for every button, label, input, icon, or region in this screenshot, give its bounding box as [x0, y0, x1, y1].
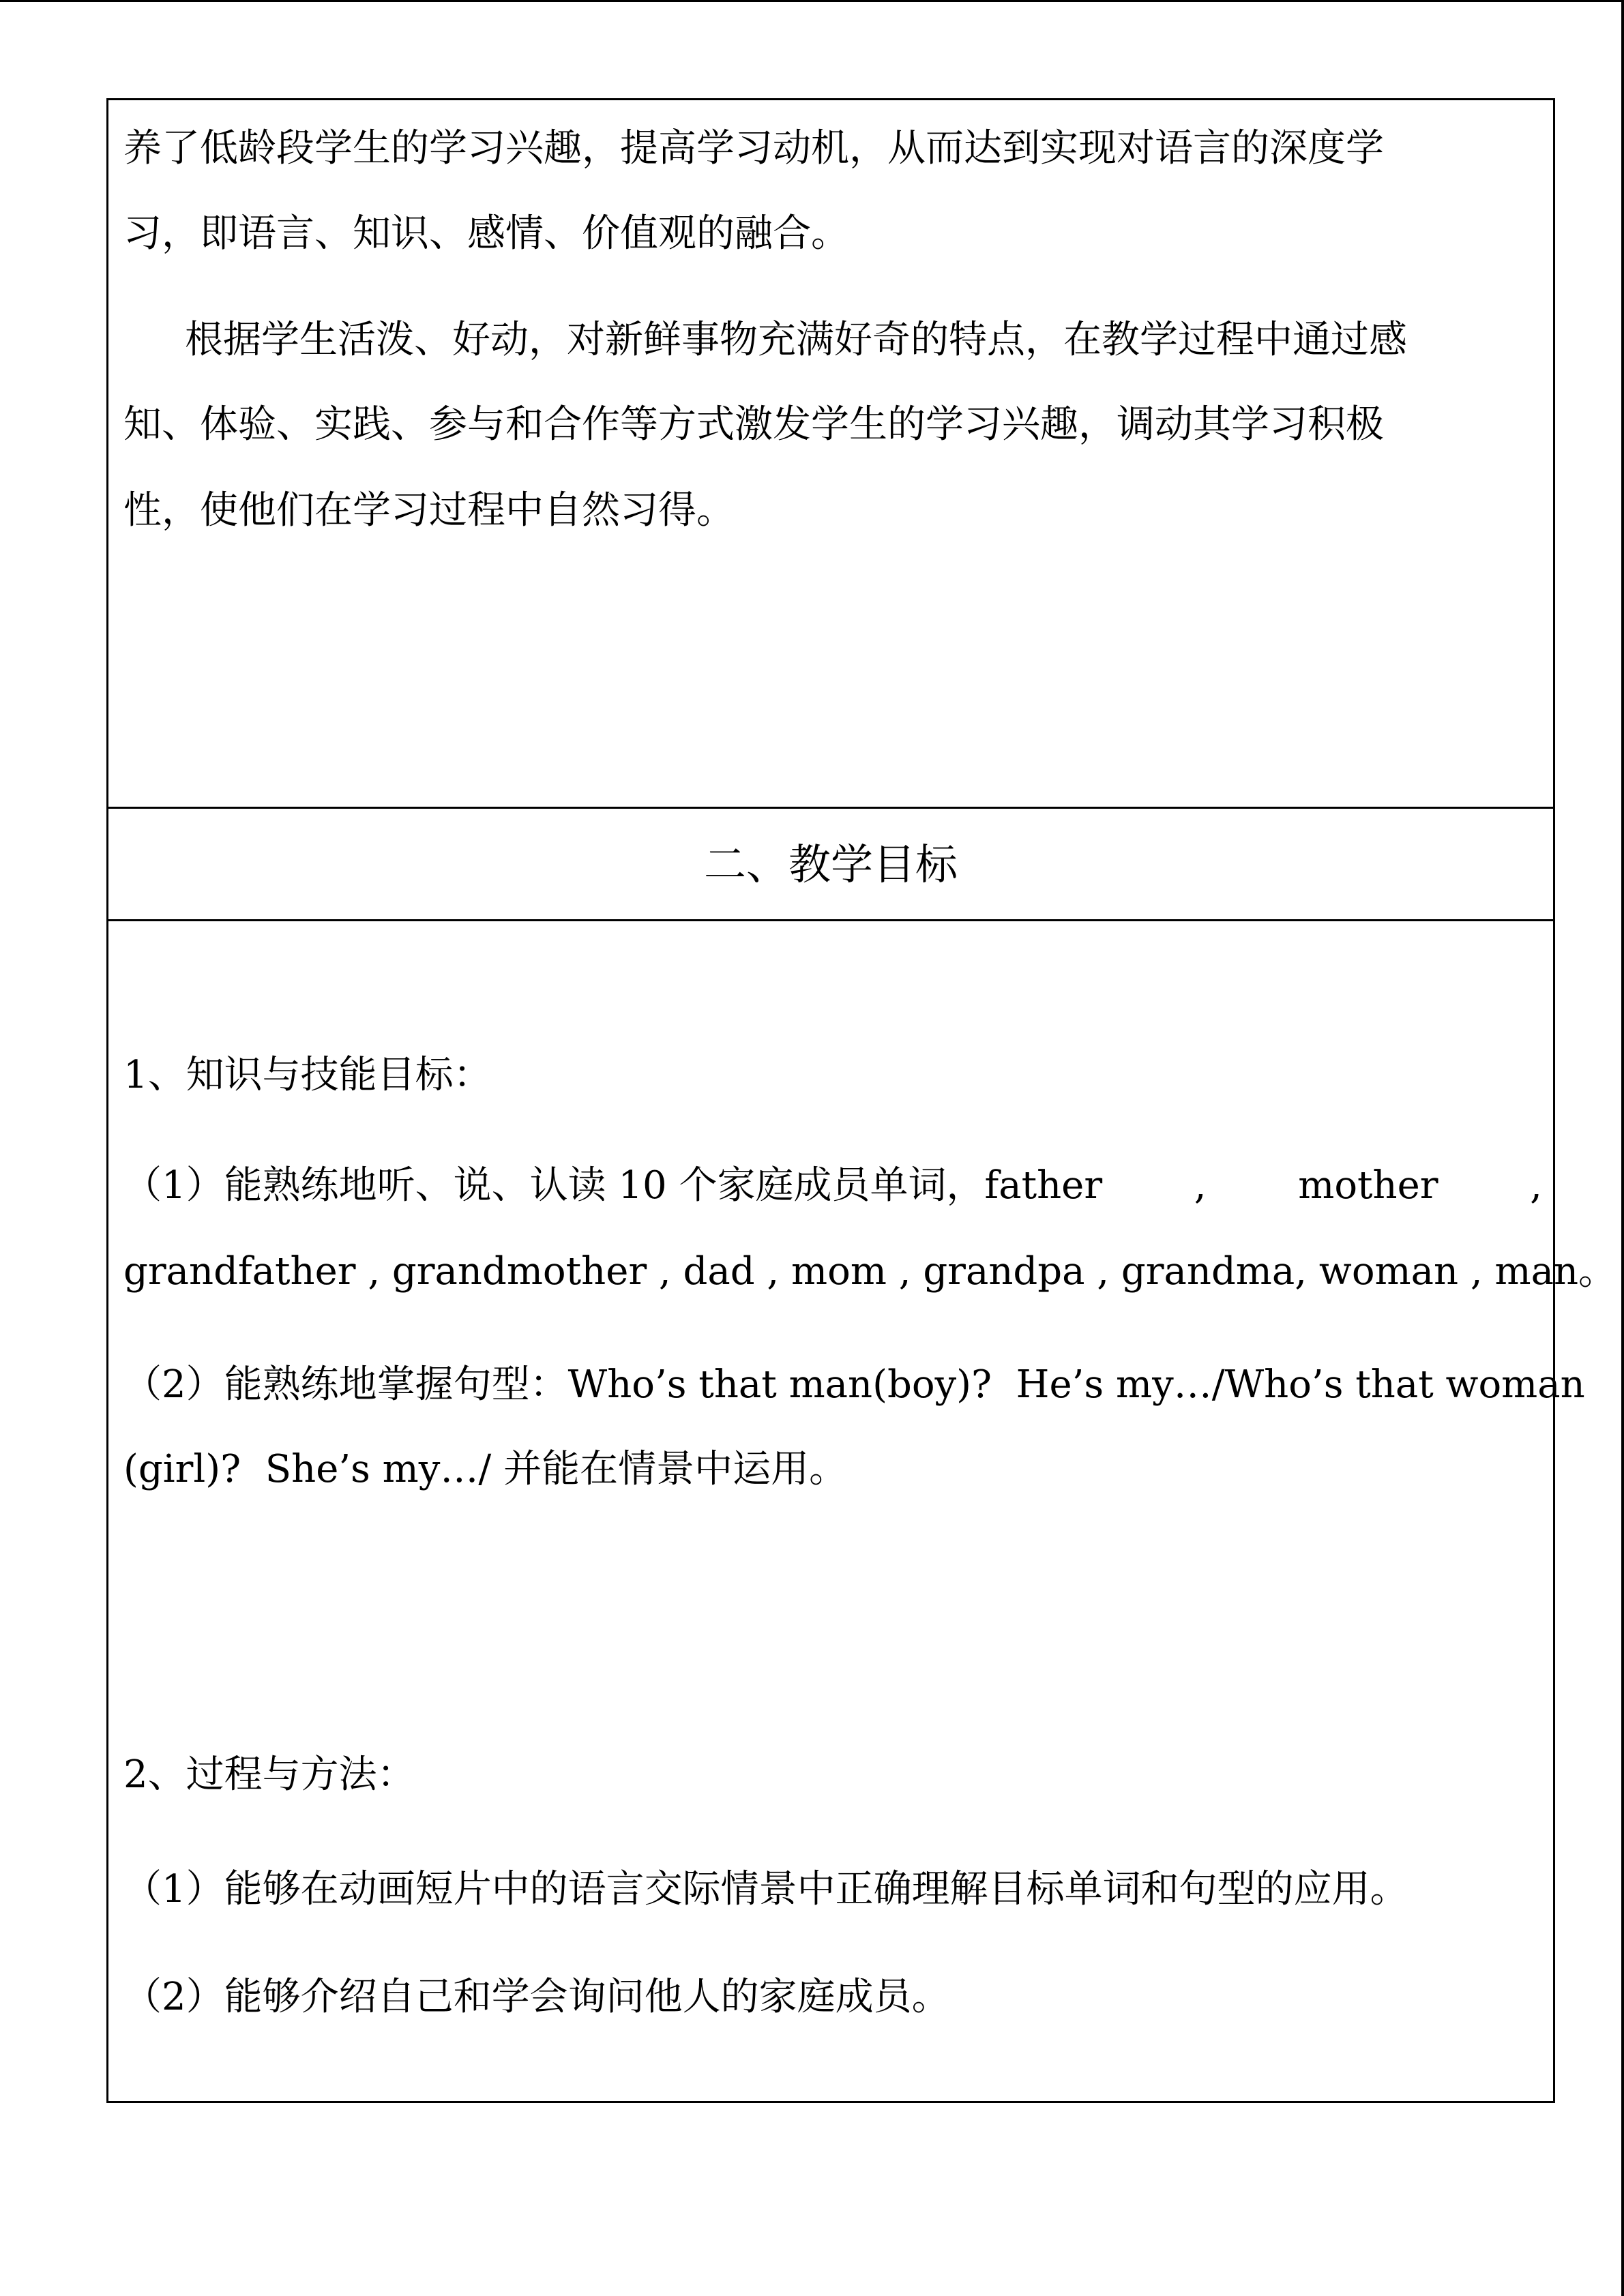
objective-item-1-line-2: grandfather , grandmother , dad , mom , grandpa , grandma, woman , man。 — [123, 1249, 1617, 1294]
paragraph-line: 习，即语言、知识、感情、价值观的融合。 — [123, 211, 849, 256]
separator-comma: , — [1194, 1163, 1207, 1208]
section-heading-cell — [108, 807, 1553, 921]
vocab-word: mother — [1298, 1163, 1438, 1208]
process-methods-title: 2、过程与方法： — [123, 1753, 415, 1797]
knowledge-skills-title: 1、知识与技能目标： — [123, 1053, 492, 1097]
lesson-plan-table — [106, 98, 1617, 2103]
objective-item-2-line-2: (girl)? She’s my…/ 并能在情景中运用。 — [123, 1447, 848, 1491]
objective-item-1-text: （1）能熟练地听、说、认读 10 个家庭成员单词，father — [123, 1163, 1103, 1208]
section-heading: 二、教学目标 — [703, 839, 958, 889]
process-item-1: （1）能够在动画短片中的语言交际情景中正确理解目标单词和句型的应用。 — [123, 1867, 1408, 1911]
paragraph-line: 知、体验、实践、参与和合作等方式激发学生的学习兴趣，调动其学习积极 — [123, 402, 1384, 447]
objective-item-1-line-1 — [123, 1161, 1542, 1210]
paragraph-line: 养了低龄段学生的学习兴趣，提高学习动机，从而达到实现对语言的深度学 — [123, 126, 1384, 170]
process-item-2: （2）能够介绍自己和学会询问他人的家庭成员。 — [123, 1975, 950, 2019]
analysis-cell — [108, 100, 1553, 807]
objective-item-2-line-1: （2）能熟练地掌握句型：Who’s that man(boy)? He’s my…/Who’s that woman — [123, 1362, 1585, 1407]
page-right-edge — [1621, 0, 1624, 2296]
paragraph-line: 根据学生活泼、好动，对新鲜事物充满好奇的特点，在教学过程中通过感 — [185, 318, 1407, 362]
paragraph-line: 性，使他们在学习过程中自然习得。 — [123, 488, 735, 533]
objectives-cell — [108, 921, 1617, 2101]
separator-comma: , — [1530, 1163, 1542, 1208]
page-top-edge — [0, 0, 1624, 2]
